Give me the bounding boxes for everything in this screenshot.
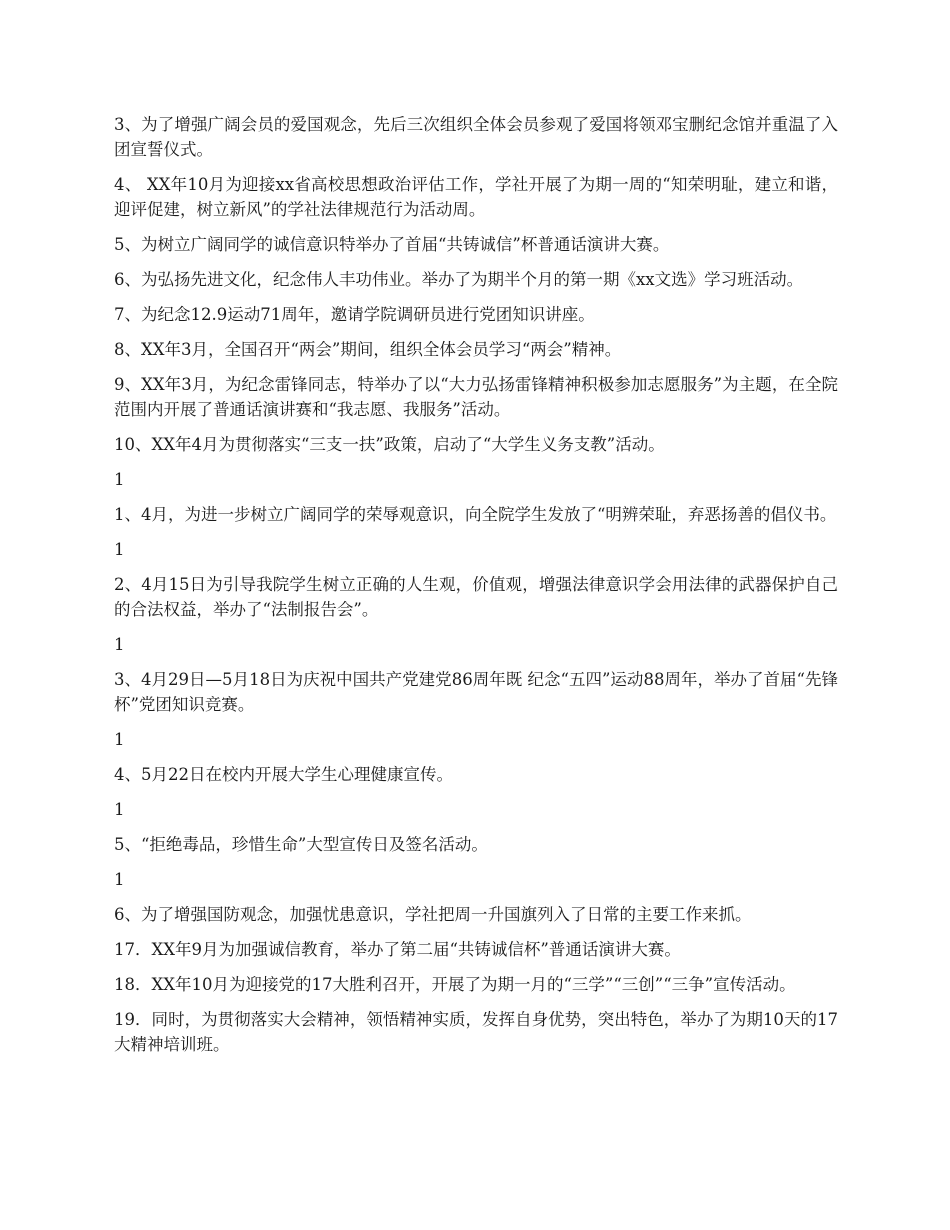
paragraph: 8、XX年3月，全国召开“两会”期间，组织全体会员学习“两会”精神。 — [114, 340, 622, 359]
paragraph: 6、为弘扬先进文化，纪念伟人丰功伟业。举办了为期半个月的第一期《xx文选》学习班活动。 — [114, 270, 804, 289]
paragraph: 19．同时，为贯彻落实大会精神，领悟精神实质，发挥自身优势，突出特色，举办了为期10天的17大精神培训班。 — [114, 1010, 838, 1054]
paragraph: 6、为了增强国防观念，加强忧患意识，学社把周一升国旗列入了日常的主要工作来抓。 — [114, 905, 752, 924]
paragraph: 4、5月22日在校内开展大学生心理健康宣传。 — [114, 765, 453, 784]
paragraph: 7、为纪念12.9运动71周年，邀请学院调研员进行党团知识讲座。 — [114, 305, 595, 324]
page-marker: 1 — [114, 470, 125, 489]
paragraph: 4、 XX年10月为迎接xx省高校思想政治评估工作，学社开展了为期一周的“知荣明耻，建立和谐，迎评促建，树立新风”的学社法律规范行为活动周。 — [114, 175, 838, 219]
page-marker: 1 — [114, 800, 125, 819]
page-marker: 1 — [114, 870, 125, 889]
paragraph: 1、4月，为进一步树立广阔同学的荣辱观意识，向全院学生发放了“明辨荣耻，弃恶扬善的倡仪书。 — [114, 505, 837, 524]
paragraph: 5、为树立广阔同学的诚信意识特举办了首届“共铸诚信”杯普通话演讲大赛。 — [114, 235, 670, 254]
paragraph: 2、4月15日为引导我院学生树立正确的人生观，价值观，增强法律意识学会用法律的武器保护自己的合法权益，举办了“法制报告会”。 — [114, 575, 838, 619]
paragraph: 5、“拒绝毒品，珍惜生命”大型宣传日及签名活动。 — [114, 835, 488, 854]
paragraph: 9、XX年3月，为纪念雷锋同志，特举办了以“大力弘扬雷锋精神积极参加志愿服务”为主题，在全院范围内开展了普通话演讲赛和“我志愿、我服务”活动。 — [114, 375, 838, 419]
paragraph: 10、XX年4月为贯彻落实“三支一扶”政策，启动了“大学生义务支教”活动。 — [114, 435, 665, 454]
paragraph: 3、为了增强广阔会员的爱国观念，先后三次组织全体会员参观了爱国将领邓宝删纪念馆并重温了入团宣誓仪式。 — [114, 115, 838, 159]
page-marker: 1 — [114, 730, 125, 749]
paragraph: 3、4月29日—5月18日为庆祝中国共产党建党86周年既 纪念“五四”运动88周年，举办了首届“先锋杯”党团知识竞赛。 — [114, 670, 838, 714]
document-body — [114, 112, 838, 1067]
paragraph: 17．XX年9月为加强诚信教育，举办了第二届“共铸诚信杯”普通话演讲大赛。 — [114, 940, 681, 959]
paragraph: 18．XX年10月为迎接党的17大胜利召开，开展了为期一月的“三学”“三创”“三争”宣传活动。 — [114, 975, 796, 994]
page-marker: 1 — [114, 540, 125, 559]
page-marker: 1 — [114, 635, 125, 654]
